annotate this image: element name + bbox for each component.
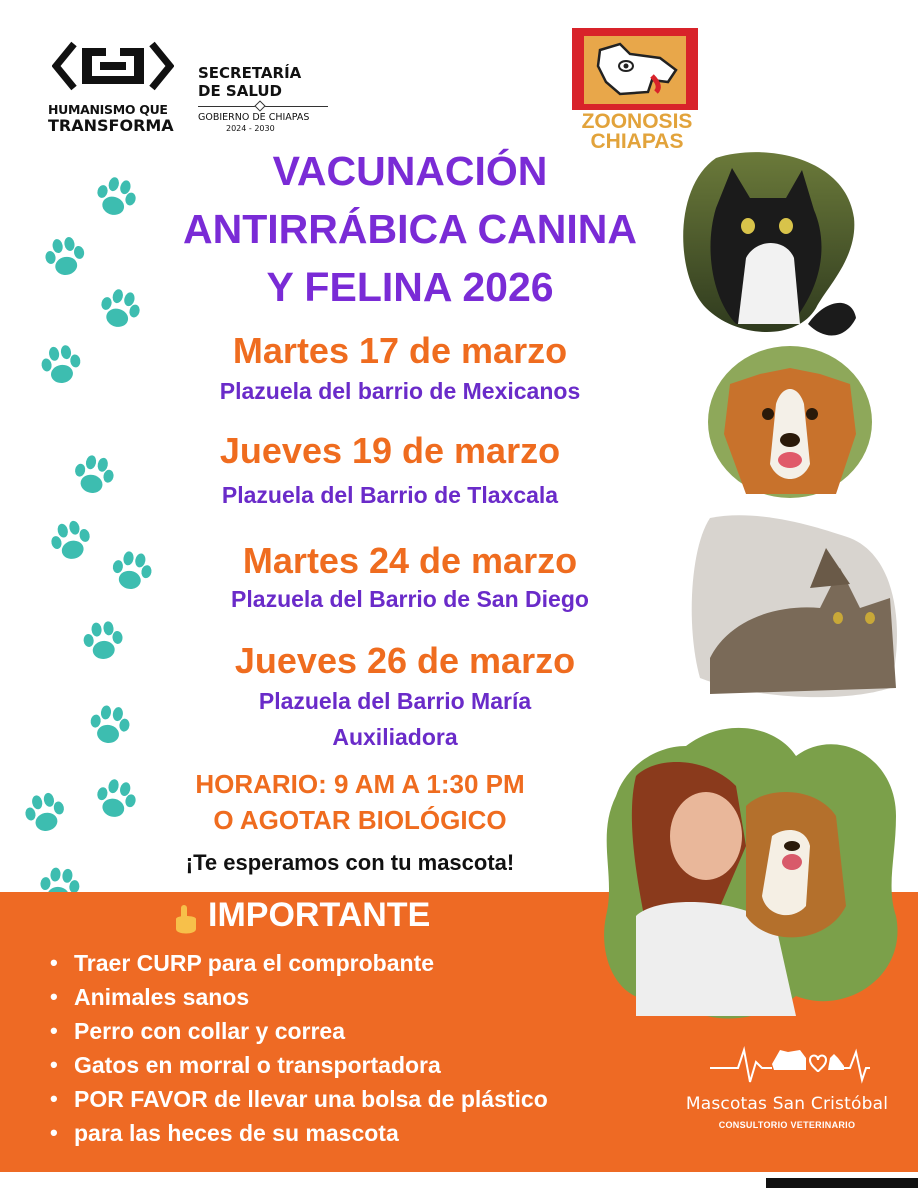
humanismo-mark-icon (52, 40, 174, 96)
sponsor-name: Mascotas San Cristóbal (685, 1094, 889, 1114)
list-item-cont (48, 1116, 688, 1150)
secretaria-line1: SECRETARÍA (198, 64, 302, 82)
pointing-hand-icon (172, 903, 200, 937)
bottom-edge-bar (766, 1178, 918, 1188)
event-place: Plazuela del Barrio de Tlaxcala (221, 482, 559, 508)
paw-print-icon (38, 232, 91, 285)
schedule-hours: HORARIO: 9 AM A 1:30 PM (195, 769, 525, 799)
paw-print-icon (87, 773, 143, 829)
secretaria-line2: DE SALUD (198, 82, 282, 100)
schedule (150, 766, 570, 838)
zoonosis-line2: CHIAPAS (590, 130, 684, 153)
list-item: • Perro con collar y correa (48, 1014, 688, 1048)
paw-print-icon (35, 341, 87, 393)
list-item: • POR FAVOR de llevar una bolsa de plástico (48, 1082, 688, 1116)
event-place: Plazuela del Barrio María (258, 688, 532, 714)
list-item: • Animales sanos (48, 980, 688, 1014)
title-line1: VACUNACIÓN (272, 148, 548, 194)
paw-print-icon (66, 450, 121, 505)
list-item: • Traer CURP para el comprobante (48, 946, 688, 980)
list-item-text: para las heces de su mascota (74, 1120, 399, 1146)
title-line3: Y FELINA 2026 (266, 264, 554, 310)
tabby-cat-photo (690, 508, 904, 704)
dog-head-icon (590, 40, 682, 100)
title-line2: ANTIRRÁBICA CANINA (182, 206, 637, 252)
page-title (150, 142, 670, 316)
secretaria-salud-logo (198, 64, 328, 144)
mascotas-san-cristobal-logo (680, 1036, 894, 1136)
humanismo-logo (48, 40, 178, 135)
divider (198, 102, 328, 112)
paw-print-icon (18, 788, 73, 843)
paw-print-icon (78, 618, 129, 669)
event-place: Plazuela del Barrio de San Diego (231, 586, 589, 612)
schedule-note: O AGOTAR BIOLÓGICO (213, 805, 507, 835)
humanismo-line1: HUMANISMO QUE (48, 102, 168, 117)
paw-print-icon (87, 171, 143, 227)
dog-photo (706, 344, 874, 500)
paw-print-icon (83, 701, 135, 753)
sponsor-subtitle: CONSULTORIO VETERINARIO (718, 1120, 856, 1130)
zoonosis-logo (572, 28, 700, 154)
heartbeat-pets-icon (710, 1036, 870, 1090)
humanismo-line2: TRANSFORMA (48, 116, 174, 135)
paw-print-icon (91, 283, 147, 339)
important-heading: IMPORTANTE (208, 896, 431, 934)
paw-print-icon (43, 515, 99, 571)
cat-photo (676, 148, 858, 342)
event-place: Plazuela del barrio de Mexicanos (219, 378, 581, 404)
invite-text: ¡Te esperamos con tu mascota! (185, 850, 515, 875)
gobierno-years: 2024 - 2030 (226, 124, 275, 133)
event-date: Jueves 19 de marzo (219, 430, 561, 471)
event-date: Jueves 26 de marzo (234, 640, 576, 681)
important-list (48, 946, 688, 1150)
gobierno-label: GOBIERNO DE CHIAPAS (198, 112, 310, 123)
list-item: • Gatos en morral o transportadora (48, 1048, 688, 1082)
zoonosis-line1: ZOONOSIS (581, 110, 693, 133)
event-date: Martes 24 de marzo (242, 540, 578, 581)
event-place-cont: Auxiliadora (332, 724, 458, 750)
event-date: Martes 17 de marzo (232, 330, 568, 371)
